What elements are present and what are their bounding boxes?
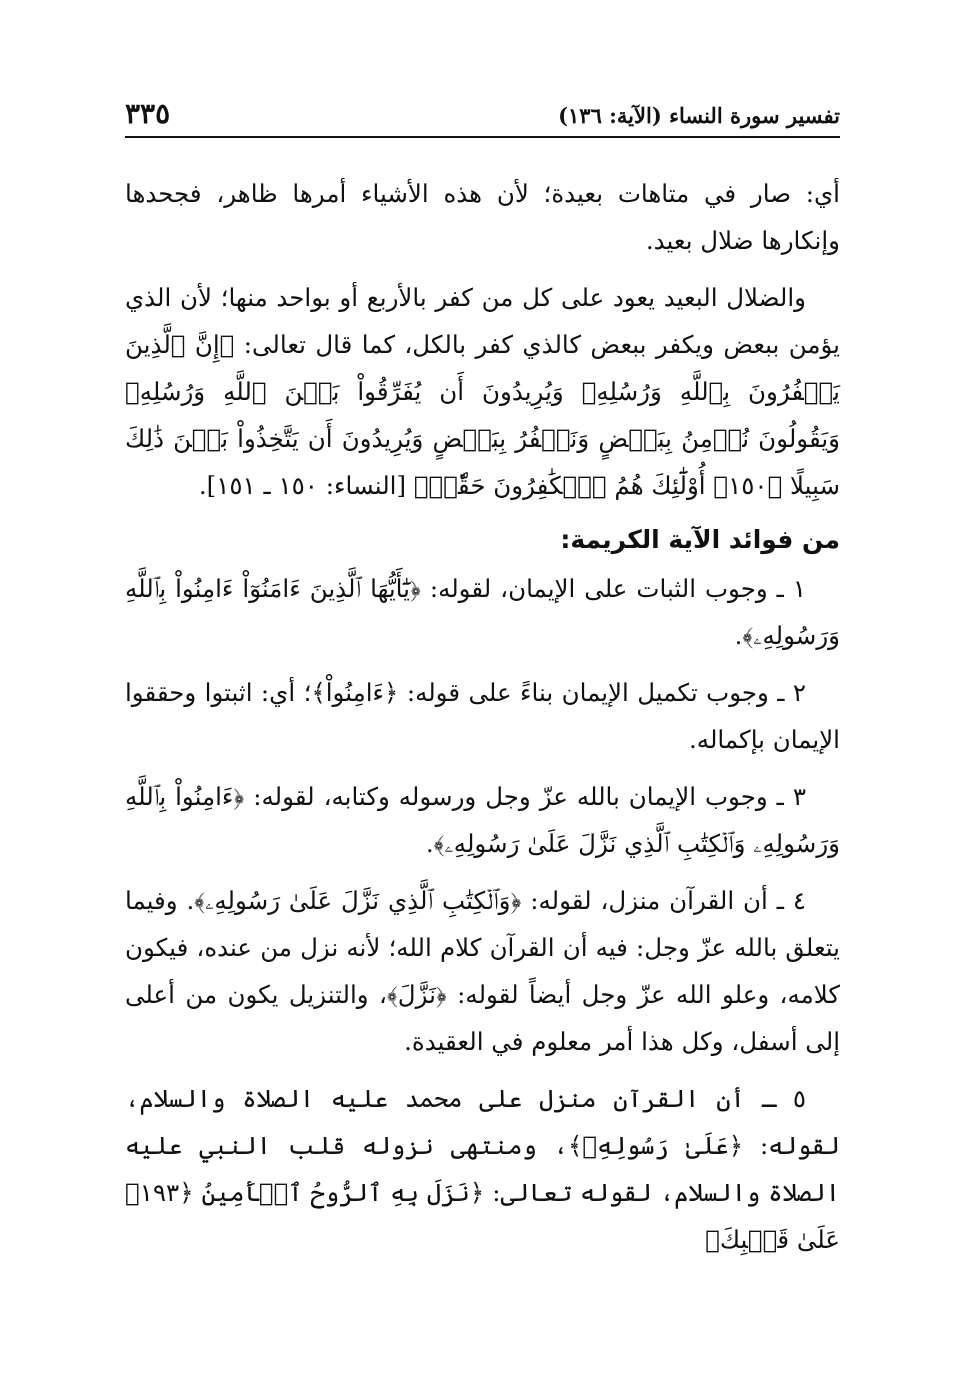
quran-quote: ﴿ءَامِنُواْ﴾ (311, 678, 399, 707)
text-run: ، والتنزيل يكون من أعلى إلى أسفل، وكل هذا أمر معلوم في العقيدة. (125, 980, 840, 1056)
text-run: . (425, 829, 434, 858)
paragraph-1 (125, 170, 840, 264)
quran-quote: ﴿نَزَلَ بِهِ ٱلرُّوحُ ٱلۡأَمِينُ ﴿١٩٣﴾ عَلَىٰ قَلۡبِكَ﴾ (125, 1178, 840, 1254)
running-title: تفسير سورة النساء (الآية: ١٣٦) (558, 103, 840, 128)
benefit-3 (125, 773, 840, 867)
quran-quote: ﴿عَلَىٰ رَسُولِهِۦ﴾ (568, 1131, 744, 1160)
text-run: ٢ ـ وجوب تكميل الإيمان بناءً على قوله: (398, 678, 806, 707)
page-number: ٣٣٥ (125, 97, 171, 130)
page-body (125, 170, 840, 1273)
text-run: والضلال البعيد يعود على كل من كفر بالأربع أو بواحد منها؛ لأن الذي يؤمن ببعض ويكفر ببعض كالذي كفر بالكل، كما قال تعالى: (125, 283, 840, 359)
text-run: . وفيما يتعلق بالله عزّ وجل: فيه أن القرآن كلام الله؛ لأنه نزل من عنده، فيكون كلامه، وعلو الله عزّ وجل أيضاً لقوله: (125, 886, 840, 1009)
quran-quote: ﴿إِنَّ ٱلَّذِينَ يَكۡفُرُونَ بِٱللَّهِ وَرُسُلِهِۦ وَيُرِيدُونَ أَن يُفَرِّقُواْ بَيۡنَ ٱللَّهِ وَرُسُلِهِۦ وَيَقُولُونَ نُؤۡمِنُ بِبَعۡضٍ وَنَكۡفُرُ بِبَعۡضٍ وَيُرِيدُونَ أَن يَتَّخِذُواْ بَيۡنَ ذَٰلِكَ سَبِيلًا ﴿١٥٠﴾ أُوْلَٰٓئِكَ هُمُ ٱلۡكَٰفِرُونَ حَقّٗاۚ﴾ (125, 330, 840, 500)
benefit-5 (125, 1075, 840, 1263)
text-run: ١ ـ وجوب الثبات على الإيمان، لقوله: (420, 574, 807, 603)
benefit-4 (125, 877, 840, 1065)
text-run: ٥ ـ أن القرآن منزل على محمد عليه الصلاة والسلام، لقوله: (125, 1084, 841, 1160)
quran-quote: ﴿يَٰٓأَيُّهَا ٱلَّذِينَ ءَامَنُوٓاْ ءَامِنُواْ بِٱللَّهِ وَرَسُولِهِۦ﴾ (125, 574, 840, 650)
text-run: [النساء: ١٥٠ ـ ١٥١]. (198, 471, 414, 500)
quran-quote: ﴿ءَامِنُواْ بِٱللَّهِ وَرَسُولِهِۦ وَٱلۡكِتَٰبِ ٱلَّذِي نَزَّلَ عَلَىٰ رَسُولِهِۦ﴾ (125, 782, 840, 858)
section-heading: من فوائد الآية الكريمة: (560, 525, 840, 554)
page-header (125, 95, 840, 135)
benefit-2 (125, 669, 840, 763)
text-run: . (734, 621, 743, 650)
quran-quote: ﴿نَزَّلَ﴾ (386, 980, 447, 1009)
header-rule (125, 136, 840, 138)
text-run: ٣ ـ وجوب الإيمان بالله عزّ وجل ورسوله وكتابه، لقوله: (244, 782, 806, 811)
text-run: ، ومنتهى نزوله قلب النبي عليه الصلاة والسلام، لقوله تعالى: (125, 1131, 840, 1207)
paragraph-2 (125, 274, 840, 509)
text-run: ٤ ـ أن القرآن منزل، لقوله: (521, 886, 806, 915)
text-run: أي: صار في متاهات بعيدة؛ لأن هذه الأشياء أمرها ظاهر، فجحدها وإنكارها ضلال بعيد. (125, 179, 840, 255)
quran-quote: ﴿وَٱلۡكِتَٰبِ ٱلَّذِي نَزَّلَ عَلَىٰ رَسُولِهِۦ﴾ (194, 886, 522, 915)
benefit-1 (125, 565, 840, 659)
text-run: ؛ أي: اثبتوا وحققوا الإيمان بإكماله. (125, 678, 840, 754)
